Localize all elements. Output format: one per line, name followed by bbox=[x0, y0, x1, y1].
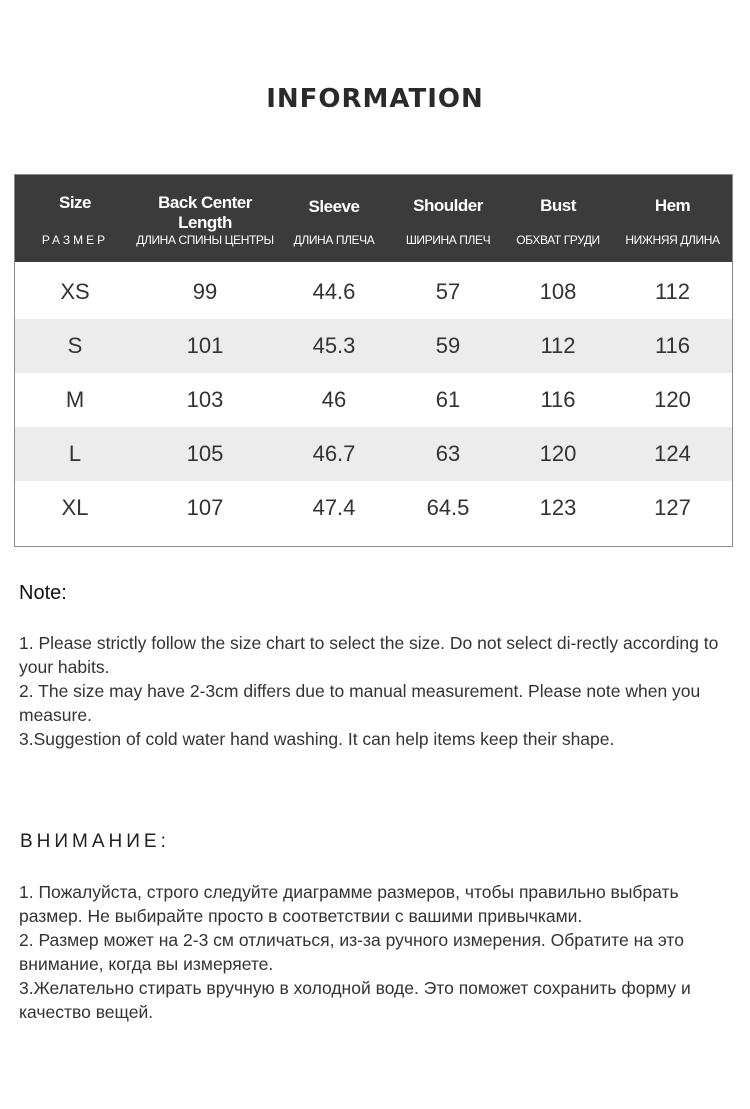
table-header bbox=[15, 175, 732, 262]
note-item: 2. The size may have 2-3cm differs due to manual measurement. Please note when you measure. bbox=[19, 681, 701, 725]
size-chart-table bbox=[14, 174, 733, 547]
cell-size: L bbox=[68, 441, 82, 466]
cell-hem: 116 bbox=[654, 333, 691, 358]
cell-bust: 123 bbox=[539, 495, 577, 520]
header-sleeve bbox=[275, 175, 393, 262]
header-size bbox=[15, 175, 135, 262]
cell-sleeve: 46.7 bbox=[312, 441, 356, 466]
header-back-center-length-ru: ДЛИНА СПИНЫ ЦЕНТРЫ bbox=[136, 233, 274, 247]
ru-note-body bbox=[19, 880, 731, 1024]
cell-size: S bbox=[67, 333, 83, 358]
page-title: INFORMATION bbox=[266, 84, 484, 114]
cell-bust: 108 bbox=[539, 279, 577, 304]
header-shoulder-ru: ШИРИНА ПЛЕЧ bbox=[405, 233, 491, 247]
table-row bbox=[15, 319, 732, 373]
cell-shoulder: 63 bbox=[435, 441, 461, 466]
header-bust-en: Bust bbox=[540, 196, 576, 215]
ru-note-item: 3.Желательно стирать вручную в холодной воде. Это поможет сохранить форму и качество вещей. bbox=[19, 978, 691, 1022]
cell-shoulder: 64.5 bbox=[426, 495, 470, 520]
note-title: Note: bbox=[19, 582, 67, 604]
cell-back-center-length: 101 bbox=[186, 333, 224, 358]
cell-sleeve: 46 bbox=[321, 387, 347, 412]
header-sleeve-ru: ДЛИНА ПЛЕЧА bbox=[293, 233, 375, 247]
header-size-ru: РАЗМЕР bbox=[41, 233, 109, 247]
header-bust bbox=[503, 175, 613, 262]
cell-back-center-length: 105 bbox=[186, 441, 224, 466]
header-hem bbox=[613, 175, 732, 262]
cell-hem: 112 bbox=[654, 279, 691, 304]
cell-size: M bbox=[65, 387, 85, 412]
header-size-en: Size bbox=[58, 193, 92, 212]
header-shoulder bbox=[393, 175, 503, 262]
ru-note-title: ВНИМАНИЕ: bbox=[20, 831, 170, 852]
table-row bbox=[15, 427, 732, 481]
cell-shoulder: 61 bbox=[435, 387, 461, 412]
header-hem-en: Hem bbox=[654, 196, 691, 215]
table-row bbox=[15, 265, 732, 319]
note-item: 3.Suggestion of cold water hand washing. It can help items keep their shape. bbox=[19, 729, 615, 749]
header-bust-ru: ОБХВАТ ГРУДИ bbox=[516, 233, 600, 247]
cell-back-center-length: 99 bbox=[192, 279, 218, 304]
header-shoulder-en: Shoulder bbox=[413, 196, 483, 215]
header-back-center-length-en: Back Center Length bbox=[158, 193, 252, 232]
cell-hem: 120 bbox=[654, 387, 691, 412]
cell-bust: 116 bbox=[540, 387, 576, 412]
cell-back-center-length: 103 bbox=[186, 387, 224, 412]
cell-bust: 112 bbox=[540, 333, 576, 358]
cell-bust: 120 bbox=[539, 441, 577, 466]
note-item: 1. Please strictly follow the size chart to select the size. Do not select di-rectly according to your habits. bbox=[19, 633, 719, 677]
cell-sleeve: 44.6 bbox=[312, 279, 356, 304]
ru-note-item: 1. Пожалуйста, строго следуйте диаграмме размеров, чтобы правильно выбрать размер. Не выбирайте просто в соответствии с вашими привычками. bbox=[19, 882, 679, 926]
header-hem-ru: НИЖНЯЯ ДЛИНА bbox=[625, 233, 720, 247]
note-body bbox=[19, 631, 731, 751]
cell-hem: 124 bbox=[654, 441, 691, 466]
cell-hem: 127 bbox=[654, 495, 691, 520]
cell-shoulder: 59 bbox=[435, 333, 461, 358]
cell-shoulder: 57 bbox=[435, 279, 461, 304]
table-row bbox=[15, 481, 732, 535]
cell-sleeve: 47.4 bbox=[312, 495, 356, 520]
cell-size: XS bbox=[60, 279, 90, 304]
header-back-center-length bbox=[135, 175, 275, 262]
cell-back-center-length: 107 bbox=[186, 495, 224, 520]
ru-note-item: 2. Размер может на 2-3 см отличаться, из-за ручного измерения. Обратите на это внимание, когда вы измеряете. bbox=[19, 930, 684, 974]
cell-sleeve: 45.3 bbox=[312, 333, 356, 358]
cell-size: XL bbox=[61, 495, 89, 520]
table-row bbox=[15, 373, 732, 427]
header-sleeve-en: Sleeve bbox=[308, 197, 360, 216]
